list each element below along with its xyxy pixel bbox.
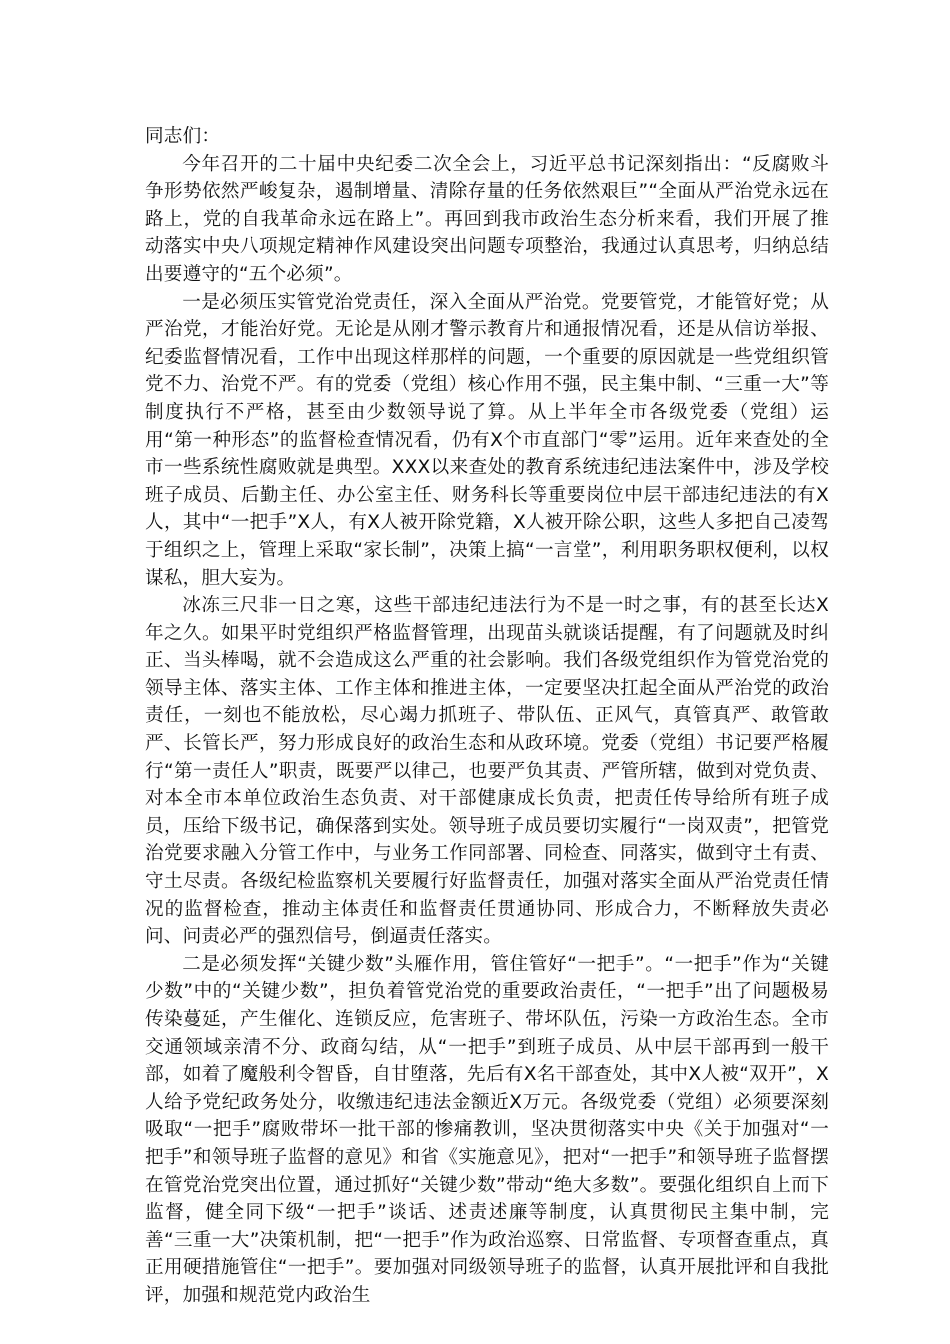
paragraph-2: 一是必须压实管党治党责任，深入全面从严治党。党要管党，才能管好党；从严治党，才能治好党。无论是从刚才警示教育片和通报情况看，还是从信访举报、纪委监督情况看，工作中出现这样那样的问题，一个重要的原因就是一些党组织管党不力、治党不严。有的党委（党组）核心作用不强，民主集中制、“三重一大”等制度执行不严格，甚至由少数领导说了算。从上半年全市各级党委（党组）运用“第一种形态”的监督检查情况看，仍有X个市直部门“零”运用。近年来查处的全市一些系统性腐败就是典型。XXX以来查处的教育系统违纪违法案件中，涉及学校班子成员、后勤主任、办公室主任、财务科长等重要岗位中层干部违纪违法的有X人，其中“一把手”X人，有X人被开除党籍，X人被开除公职，这些人多把自己凌驾于组织之上，管理上采取“家长制”，决策上搞“一言堂”，利用职务职权便利，以权谋私，胆大妄为。 [145, 291, 829, 589]
paragraph-4: 二是必须发挥“关键少数”头雁作用，管住管好“一把手”。“一把手”作为“关键少数”中的“关键少数”，担负着管党治党的重要政治责任，“一把手”出了问题极易传染蔓延，产生催化、连锁反应，危害班子、带坏队伍，污染一方政治生态。全市交通领域亲清不分、政商勾结，从“一把手”到班子成员、从中层干部再到一般干部，如着了魔般利令智昏，自甘堕落，先后有X名干部查处，其中X人被“双开”，X人给予党纪政务处分，收缴违纪违法金额近X万元。各级党委（党组）必须要深刻吸取“一把手”腐败带坏一批干部的惨痛教训，坚决贯彻落实中央《关于加强对“一把手”和领导班子监督的意见》和省《实施意见》，把对“一把手”和领导班子监督摆在管党治党突出位置，通过抓好“关键少数”带动“绝大多数”。要强化组织自上而下监督，健全同下级“一把手”谈话、述责述廉等制度，认真贯彻民主集中制，完善“三重一大”决策机制，把“一把手”作为政治巡察、日常监督、专项督查重点，真正用硬措施管住“一把手”。要加强对同级领导班子的监督，认真开展批评和自我批评，加强和规范党内政治生 [145, 953, 829, 1306]
paragraph-3: 冰冻三尺非一日之寒，这些干部违纪违法行为不是一时之事，有的甚至长达X年之久。如果平时党组织严格监督管理，出现苗头就谈话提醒，有了问题就及时纠正、当头棒喝，就不会造成这么严重的社会影响。我们各级党组织作为管党治党的领导主体、落实主体、工作主体和推进主体，一定要坚决扛起全面从严治党的政治责任，一刻也不能放松，尽心竭力抓班子、带队伍、正风气，真管真严、敢管敢严、长管长严，努力形成良好的政治生态和从政环境。党委（党组）书记要严格履行“第一责任人”职责，既要严以律己，也要严负其责、严管所辖，做到对党负责、对本全市本单位政治生态负责、对干部健康成长负责，把责任传导给所有班子成员，压给下级书记，确保落到实处。领导班子成员要切实履行“一岗双责”，把管党治党要求融入分管工作中，与业务工作同部署、同检查、同落实，做到守土有责、守土尽责。各级纪检监察机关要履行好监督责任，加强对落实全面从严治党责任情况的监督检查，推动主体责任和监督责任贯通协同、形成合力，不断释放失责必问、问责必严的强烈信号，倒逼责任落实。 [145, 595, 829, 948]
document-body [145, 123, 829, 1310]
salutation: 同志们： [145, 126, 221, 147]
paragraph-1: 今年召开的二十届中央纪委二次全会上，习近平总书记深刻指出：“反腐败斗争形势依然严峻复杂，遏制增量、清除存量的任务依然艰巨”“全面从严治党永远在路上，党的自我革命永远在路上”。再回到我市政治生态分析来看，我们开展了推动落实中央八项规定精神作风建设突出问题专项整治，我通过认真思考，归纳总结出要遵守的“五个必须”。 [145, 153, 829, 285]
